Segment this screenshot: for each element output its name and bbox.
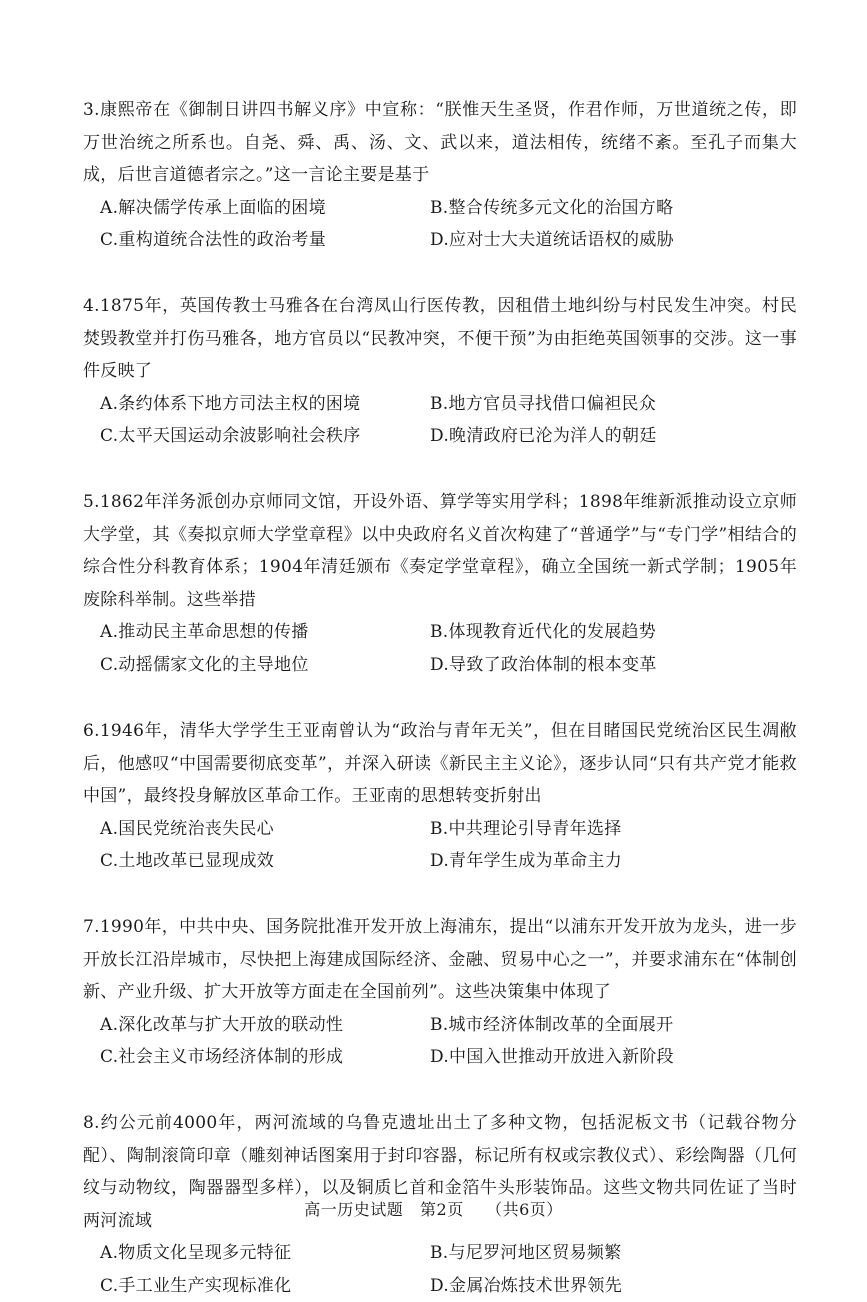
page-footer (0, 1198, 867, 1222)
question-stem: 4.1875年，英国传教士马雅各在台湾凤山行医传教，因租借土地纠纷与村民发生冲突。村民焚毁教堂并打伤马雅各，地方官员以“民教冲突，不便干预”为由拒绝英国领事的交涉。这一事件反映了 (83, 290, 797, 388)
question-stem: 6.1946年，清华大学学生王亚南曾认为“政治与青年无关”，但在目睹国民党统治区民生凋敝后，他感叹“中国需要彻底变革”，并深入研读《新民主主义论》，逐步认同“只有共产党才能救中国”，最终投身解放区革命工作。王亚南的思想转变折射出 (83, 715, 797, 813)
question-3 (83, 94, 797, 257)
option-d: D.晚清政府已沦为洋人的朝廷 (413, 420, 797, 453)
option-c: C.动摇儒家文化的主导地位 (83, 649, 413, 682)
option-b: B.与尼罗河地区贸易频繁 (413, 1237, 797, 1270)
footer-subject: 高一历史试题 (304, 1200, 403, 1219)
question-4 (83, 290, 797, 453)
option-b: B.整合传统多元文化的治国方略 (413, 192, 797, 225)
options-list (83, 616, 797, 681)
option-a: A.条约体系下地方司法主权的困境 (83, 388, 413, 421)
option-d: D.金属冶炼技术世界领先 (413, 1270, 797, 1302)
options-list (83, 192, 797, 257)
option-b: B.体现教育近代化的发展趋势 (413, 616, 797, 649)
option-c: C.重构道统合法性的政治考量 (83, 224, 413, 257)
question-5 (83, 486, 797, 681)
option-a: A.推动民主革命思想的传播 (83, 616, 413, 649)
options-list (83, 1237, 797, 1302)
option-a: A.国民党统治丧失民心 (83, 813, 413, 846)
options-list (83, 1009, 797, 1074)
option-c: C.土地改革已显现成效 (83, 845, 413, 878)
option-a: A.物质文化呈现多元特征 (83, 1237, 413, 1270)
option-a: A.解决儒学传承上面临的困境 (83, 192, 413, 225)
question-stem: 5.1862年洋务派创办京师同文馆，开设外语、算学等实用学科；1898年维新派推动设立京师大学堂，其《奏拟京师大学堂章程》以中央政府名义首次构建了“普通学”与“专门学”相结合的综合性分科教育体系；1904年清廷颁布《奏定学堂章程》，确立全国统一新式学制；1905年废除科举制。这些举措 (83, 486, 797, 616)
question-7 (83, 911, 797, 1074)
question-stem: 3.康熙帝在《御制日讲四书解义序》中宣称：“朕惟天生圣贤，作君作师，万世道统之传，即万世治统之所系也。自尧、舜、禹、汤、文、武以来，道法相传，统绪不紊。至孔子而集大成，后世言道德者宗之。”这一言论主要是基于 (83, 94, 797, 192)
options-list (83, 388, 797, 453)
question-6 (83, 715, 797, 878)
option-b: B.城市经济体制改革的全面展开 (413, 1009, 797, 1042)
option-a: A.深化改革与扩大开放的联动性 (83, 1009, 413, 1042)
footer-total-pages: （共6页） (486, 1200, 563, 1219)
footer-page-number: 第2页 (420, 1200, 464, 1219)
option-c: C.太平天国运动余波影响社会秩序 (83, 420, 413, 453)
options-list (83, 813, 797, 878)
option-c: C.社会主义市场经济体制的形成 (83, 1041, 413, 1074)
option-b: B.中共理论引导青年选择 (413, 813, 797, 846)
option-d: D.应对士大夫道统话语权的威胁 (413, 224, 797, 257)
question-stem: 8.约公元前4000年，两河流域的乌鲁克遗址出土了多种文物，包括泥板文书（记载谷物分配）、陶制滚筒印章（雕刻神话图案用于封印容器，标记所有权或宗教仪式）、彩绘陶器（几何纹与动物纹，陶器器型多样），以及铜质匕首和金箔牛头形装饰品。这些文物共同佐证了当时两河流域 (83, 1107, 797, 1237)
option-c: C.手工业生产实现标准化 (83, 1270, 413, 1302)
option-d: D.青年学生成为革命主力 (413, 845, 797, 878)
option-d: D.中国入世推动开放进入新阶段 (413, 1041, 797, 1074)
question-stem: 7.1990年，中共中央、国务院批准开发开放上海浦东，提出“以浦东开发开放为龙头，进一步开放长江沿岸城市，尽快把上海建成国际经济、金融、贸易中心之一”，并要求浦东在“体制创新、产业升级、扩大开放等方面走在全国前列”。这些决策集中体现了 (83, 911, 797, 1009)
option-b: B.地方官员寻找借口偏袒民众 (413, 388, 797, 421)
option-d: D.导致了政治体制的根本变革 (413, 649, 797, 682)
